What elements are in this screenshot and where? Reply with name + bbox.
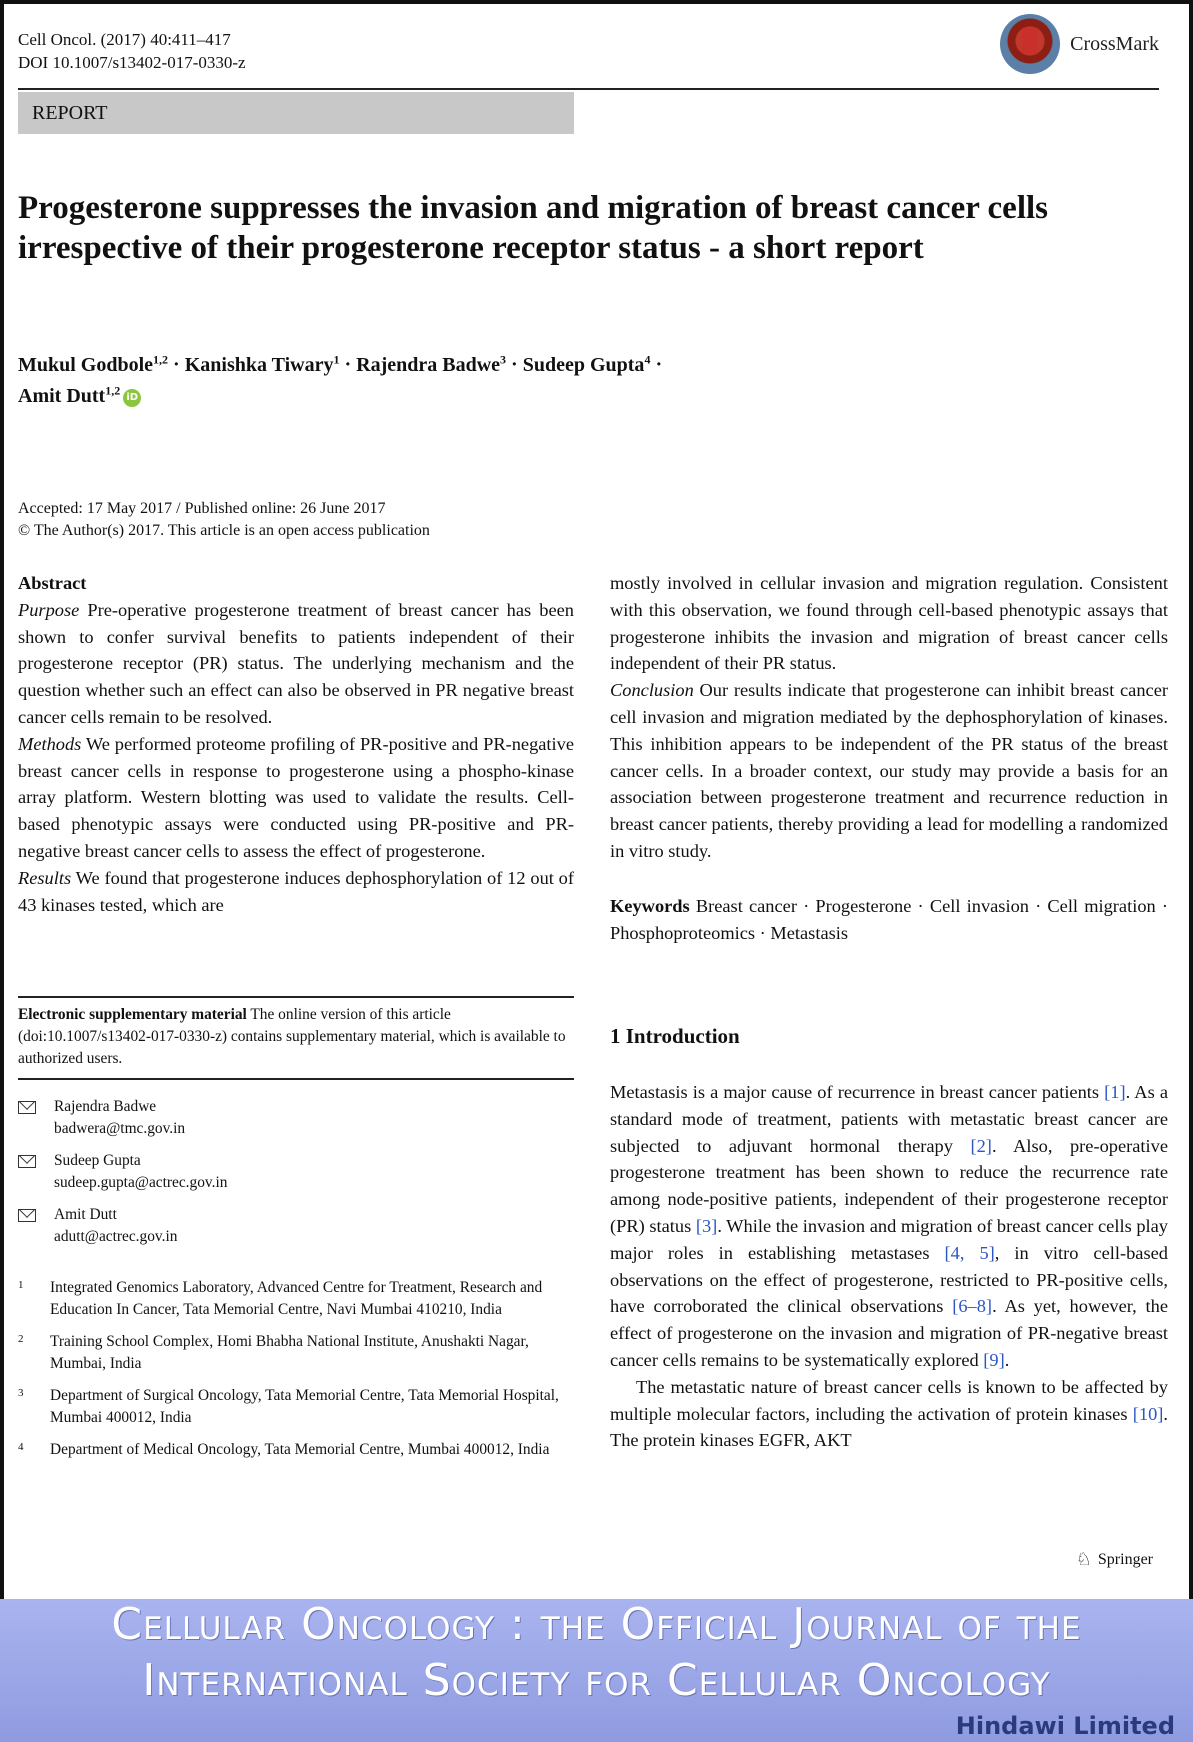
citation-link[interactable]: [2] <box>970 1135 992 1156</box>
contact-email[interactable]: sudeep.gupta@actrec.gov.in <box>54 1174 228 1191</box>
esm-heading: Electronic supplementary material <box>18 1006 247 1023</box>
citation-link[interactable]: [6–8] <box>952 1296 993 1317</box>
report-banner: REPORT <box>18 92 574 134</box>
citation-block <box>18 28 246 74</box>
author-name: Mukul Godbole <box>18 353 154 376</box>
author-separator: · <box>506 353 523 376</box>
contact-name: Rajendra Badwe <box>54 1098 157 1115</box>
keywords <box>610 893 1168 947</box>
author-name: Amit Dutt <box>18 385 106 408</box>
abstract-right-column <box>610 570 1168 946</box>
introduction-paragraph <box>610 1079 1168 1374</box>
correspondence-list <box>18 1096 574 1258</box>
citation-link[interactable]: [3] <box>695 1215 718 1236</box>
abstract-purpose <box>18 597 574 731</box>
affiliation-number: 4 <box>18 1441 24 1453</box>
introduction-text: . While the invasion and migration of breast cancer cells play major roles in establishing metastases <box>610 1215 1168 1263</box>
author-item[interactable] <box>185 354 340 376</box>
affiliation-text: Integrated Genomics Laboratory, Advanced Centre for Treatment, Research and Education In Cancer, Tata Memorial Centre, Navi Mumbai 410210, India <box>50 1279 543 1318</box>
contact-item <box>18 1204 574 1248</box>
affiliation-text: Training School Complex, Homi Bhabha National Institute, Anushakti Nagar, Mumbai, India <box>50 1333 529 1372</box>
methods-label: Methods <box>18 733 82 754</box>
author-separator: · <box>168 353 185 376</box>
journal-banner <box>0 1599 1193 1742</box>
author-affil-sup: 3 <box>500 352 507 366</box>
author-affil-sup: 1,2 <box>153 352 169 366</box>
author-affil-sup: 1,2 <box>105 383 121 398</box>
contact-name: Amit Dutt <box>54 1206 117 1223</box>
results-text-left: We found that progesterone induces dephosphorylation of 12 out of 43 kinases tested, which are <box>18 867 575 915</box>
envelope-icon <box>18 1209 36 1222</box>
author-name: Kanishka Tiwary <box>184 353 334 376</box>
crossmark-badge[interactable] <box>1000 14 1159 74</box>
affiliation-text: Department of Medical Oncology, Tata Memorial Centre, Mumbai 400012, India <box>50 1441 550 1458</box>
affiliation-text: Department of Surgical Oncology, Tata Memorial Centre, Tata Memorial Hospital, Mumbai 400012, India <box>50 1387 559 1426</box>
introduction-text: . <box>1004 1349 1010 1370</box>
contact-name: Sudeep Gupta <box>54 1152 141 1169</box>
introduction-text: . The protein kinases EGFR, AKT <box>610 1403 1168 1451</box>
author-separator: · <box>650 353 663 376</box>
results-label: Results <box>18 867 72 888</box>
publication-dates <box>18 498 430 542</box>
keywords-heading: Keywords <box>610 895 690 916</box>
article-doi: DOI 10.1007/s13402-017-0330-z <box>18 53 246 72</box>
contact-email[interactable]: badwera@tmc.gov.in <box>54 1120 186 1137</box>
contact-item <box>18 1150 574 1194</box>
methods-text: We performed proteome profiling of PR-positive and PR-negative breast cancer cells in response to progesterone using a phospho-kinase array platform. Western blotting was used to validate the results. Cell-based phenotypic assays were conducted using PR-positive and PR-negative breast cancer cells to assess the effect of progesterone. <box>18 733 574 861</box>
affiliation-item <box>18 1277 574 1321</box>
author-item[interactable] <box>18 385 120 407</box>
conclusion-text: Our results indicate that progesterone can inhibit breast cancer cell invasion and migration mediated by the dephosphorylation of kinases. This inhibition appears to be independent of the PR status of the breast cancer cells. In a broader context, our study may provide a basis for an association between progesterone treatment and recurrence reduction in breast cancer patients, thereby providing a lead for modelling a randomized in vitro study. <box>610 680 1168 861</box>
journal-citation: Cell Oncol. (2017) 40:411–417 <box>18 30 231 49</box>
author-item[interactable] <box>523 354 651 376</box>
introduction-text: . As yet, however, the effect of progesterone on the invasion and migration of PR-negative breast cancer cells remains to be systematically explored <box>610 1296 1168 1370</box>
abstract-conclusion <box>610 677 1168 865</box>
supplementary-material-note <box>18 996 574 1080</box>
abstract-left-column <box>18 570 574 918</box>
contact-email[interactable]: adutt@actrec.gov.in <box>54 1228 178 1245</box>
abstract-methods <box>18 731 574 865</box>
springer-label: Springer <box>1097 1550 1153 1568</box>
crossmark-label: CrossMark <box>1070 32 1159 55</box>
citation-link[interactable]: [9] <box>983 1349 1005 1370</box>
purpose-text: Pre-operative progesterone treatment of breast cancer has been shown to confer survival benefits to patients independent of their progesterone receptor (PR) status. The underlying mechanism and the question whether such an effect can also be observed in PR negative breast cancer cells remain to be resolved. <box>18 599 574 727</box>
affiliation-number: 3 <box>18 1387 24 1399</box>
author-name: Rajendra Badwe <box>356 353 501 376</box>
banner-line: Cellular Oncology : the Official Journal of the <box>111 1599 1082 1650</box>
conclusion-label: Conclusion <box>610 680 694 701</box>
introduction-text: . As a standard mode of treatment, patients with metastatic breast cancer are subjected to adjuvant hormonal therapy <box>610 1082 1168 1156</box>
envelope-icon <box>18 1155 36 1168</box>
affiliation-item <box>18 1331 574 1375</box>
author-affil-sup: 1 <box>333 352 340 366</box>
affiliation-item <box>18 1439 574 1461</box>
envelope-icon <box>18 1101 36 1114</box>
abstract-heading: Abstract <box>18 573 87 593</box>
affiliation-list <box>18 1277 574 1471</box>
banner-line: International Society for Cellular Oncology <box>142 1655 1051 1706</box>
accepted-published: Accepted: 17 May 2017 / Published online: 26 June 2017 <box>18 500 386 517</box>
author-item[interactable] <box>18 354 168 376</box>
author-affil-sup: 4 <box>644 352 651 366</box>
article-title: Progesterone suppresses the invasion and migration of breast cancer cells irrespective of their progesterone receptor status - a short report <box>18 190 1048 266</box>
citation-link[interactable]: [4, 5] <box>944 1242 995 1263</box>
abstract-results-continued: mostly involved in cellular invasion and migration regulation. Consistent with this observation, we found through cell-based phenotypic assays that progesterone inhibits the invasion and migration of breast cancer cells independent of their PR status. <box>610 573 1168 674</box>
purpose-label: Purpose <box>18 599 80 620</box>
introduction-text: , in vitro cell-based observations on the effect of progesterone, restricted to PR-positive cells, have corroborated the clinical observations <box>610 1242 1168 1317</box>
abstract-results <box>18 865 574 919</box>
citation-link[interactable]: [10] <box>1132 1403 1164 1424</box>
affiliation-item <box>18 1385 574 1429</box>
author-list <box>18 346 1118 409</box>
citation-link[interactable]: [1] <box>1104 1082 1126 1102</box>
affiliation-number: 2 <box>18 1333 24 1345</box>
copyright-line: © The Author(s) 2017. This article is an open access publication <box>18 522 430 539</box>
keywords-text: Breast cancer · Progesterone · Cell invasion · Cell migration · Phosphoproteomics · Metastasis <box>610 895 1168 943</box>
affiliation-number: 1 <box>18 1279 24 1291</box>
introduction-heading: 1 Introduction <box>610 1024 740 1048</box>
author-separator: · <box>339 353 357 376</box>
introduction-text: Metastasis is a major cause of recurrence in breast cancer patients <box>610 1082 1105 1102</box>
author-name: Sudeep Gupta <box>522 353 645 376</box>
author-item[interactable] <box>356 354 506 376</box>
introduction-text: The metastatic nature of breast cancer cells is known to be affected by multiple molecular factors, including the activation of protein kinases <box>610 1376 1168 1424</box>
contact-item <box>18 1096 574 1140</box>
springer-horse-icon: ♘ <box>1075 1549 1092 1570</box>
introduction-text: . Also, pre-operative progesterone treatment has been shown to reduce the recurrence rate among node-positive patients, independent of their progesterone receptor (PR) status <box>610 1135 1168 1236</box>
hindawi-label: Hindawi Limited <box>955 1712 1175 1740</box>
esm-text: The online version of this article (doi:10.1007/s13402-017-0330-z) contains supplementary material, which is available to authorized users. <box>18 1006 566 1067</box>
crossmark-icon <box>1000 14 1060 74</box>
introduction-paragraph <box>610 1374 1168 1454</box>
orcid-icon[interactable]: iD <box>123 389 141 407</box>
introduction-body <box>610 1079 1168 1454</box>
header-rule <box>18 88 1159 90</box>
springer-logo <box>1076 1549 1153 1570</box>
